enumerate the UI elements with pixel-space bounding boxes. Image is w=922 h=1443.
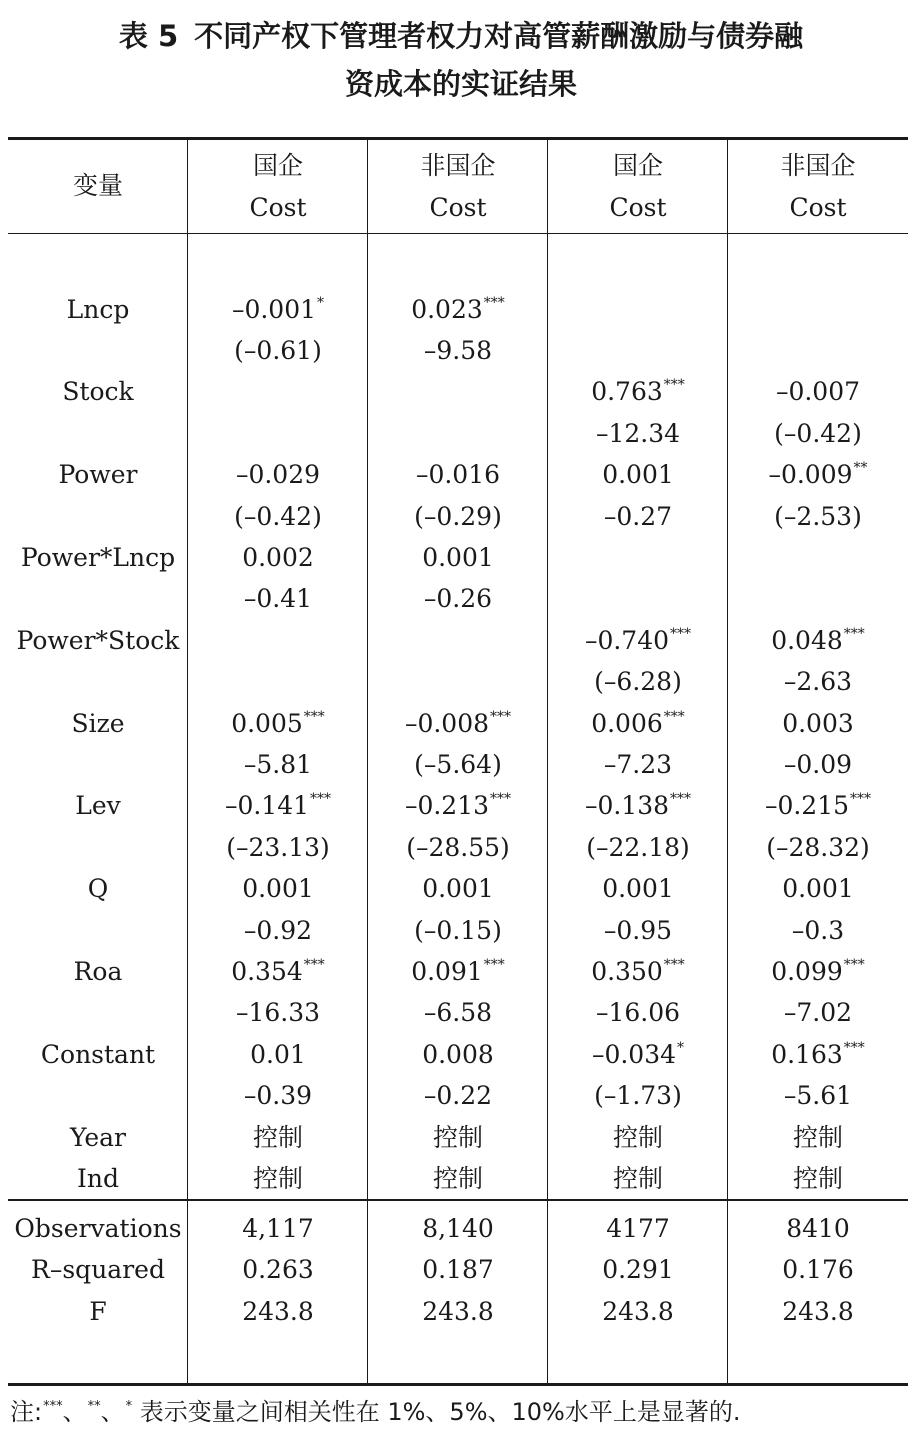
significance-stars: *** bbox=[310, 791, 332, 808]
cell-value: 控制 bbox=[792, 1163, 843, 1193]
table-cell bbox=[368, 496, 548, 538]
stat-value: 8410 bbox=[786, 1213, 850, 1243]
table-cell bbox=[368, 1075, 548, 1117]
cell-value: –2.63 bbox=[783, 667, 853, 697]
header-rule bbox=[8, 233, 908, 234]
cell-value: 0.091 bbox=[411, 956, 483, 986]
cell-value: –0.3 bbox=[791, 915, 845, 945]
cell-value: (–28.55) bbox=[406, 832, 510, 862]
variable-label: Q bbox=[87, 874, 109, 904]
cell-value: 控制 bbox=[432, 1163, 483, 1193]
table-cell bbox=[728, 620, 908, 667]
table-cell bbox=[188, 744, 368, 786]
table-cell bbox=[548, 454, 728, 496]
stat-value: 8,140 bbox=[422, 1213, 494, 1243]
cell-value: 0.001 bbox=[422, 874, 494, 904]
table-cell bbox=[728, 496, 908, 538]
significance-stars: * bbox=[677, 1039, 685, 1056]
cell-value: –0.141 bbox=[224, 791, 310, 821]
cell-value: 0.003 bbox=[782, 708, 854, 738]
table-cell bbox=[728, 951, 908, 998]
cell-value: 0.005 bbox=[231, 708, 303, 738]
cell-value: 0.354 bbox=[231, 956, 303, 986]
significance-stars: *** bbox=[843, 1039, 865, 1056]
variable-label: Ind bbox=[77, 1163, 119, 1193]
variable-label: Stock bbox=[62, 377, 134, 407]
dependent-variable-header: Cost bbox=[609, 193, 667, 222]
table-cell bbox=[188, 992, 368, 1034]
cell-value: 控制 bbox=[792, 1122, 843, 1152]
table-cell bbox=[728, 1158, 908, 1200]
table-cell bbox=[728, 413, 908, 455]
cell-value: –5.61 bbox=[783, 1081, 853, 1111]
note-text: 表示变量之间相关性在 1%、5%、10%水平上是显著的. bbox=[132, 1398, 741, 1426]
stat-value: 243.8 bbox=[782, 1296, 854, 1326]
cell-value: –0.740 bbox=[584, 625, 670, 655]
table-title-line2: 资成本的实证结果 bbox=[344, 67, 577, 101]
variable-header: 变量 bbox=[72, 171, 123, 200]
table-cell bbox=[548, 951, 728, 998]
cell-value: 控制 bbox=[612, 1122, 663, 1152]
cell-value: (–5.64) bbox=[414, 749, 502, 779]
table-cell bbox=[188, 496, 368, 538]
significance-stars: ** bbox=[853, 460, 868, 477]
cell-value: 控制 bbox=[612, 1163, 663, 1193]
table-cell bbox=[548, 1158, 728, 1200]
table-cell bbox=[368, 744, 548, 786]
cell-value: (–2.53) bbox=[774, 501, 862, 531]
cell-value: –0.27 bbox=[603, 501, 673, 531]
cell-value: –0.215 bbox=[764, 791, 850, 821]
table-cell bbox=[728, 868, 908, 910]
dependent-variable-header: Cost bbox=[249, 193, 307, 222]
cell-value: –0.008 bbox=[404, 708, 490, 738]
table-cell bbox=[728, 827, 908, 869]
table-cell bbox=[188, 827, 368, 869]
cell-value: –7.02 bbox=[783, 998, 853, 1028]
table-cell bbox=[188, 289, 368, 336]
note-star: * bbox=[125, 1399, 133, 1414]
cell-value: –0.016 bbox=[415, 460, 501, 490]
cell-value: (–0.42) bbox=[234, 501, 322, 531]
table-cell bbox=[548, 620, 728, 667]
table-cell bbox=[728, 744, 908, 786]
table-cell bbox=[728, 1034, 908, 1081]
table-cell bbox=[548, 661, 728, 703]
table-cell bbox=[368, 537, 548, 579]
table-cell bbox=[368, 289, 548, 336]
cell-value: –0.92 bbox=[243, 915, 313, 945]
table-cell bbox=[548, 868, 728, 910]
table-cell bbox=[188, 578, 368, 620]
cell-value: –0.26 bbox=[423, 584, 493, 614]
significance-stars: *** bbox=[843, 625, 865, 642]
cell-value: –0.034 bbox=[591, 1039, 677, 1069]
dependent-variable-header: Cost bbox=[789, 193, 847, 222]
table-cell bbox=[188, 703, 368, 750]
cell-value: 0.006 bbox=[591, 708, 663, 738]
cell-value: –7.23 bbox=[603, 749, 673, 779]
table-cell bbox=[188, 1158, 368, 1200]
bottom-rule bbox=[8, 1383, 908, 1386]
stat-value: 0.176 bbox=[782, 1255, 854, 1285]
variable-label: Roa bbox=[73, 956, 123, 986]
note-star: ** bbox=[87, 1399, 101, 1414]
table-cell bbox=[188, 330, 368, 372]
cell-value: (–0.61) bbox=[234, 335, 322, 365]
variable-label: Lev bbox=[75, 791, 121, 821]
table-cell bbox=[548, 744, 728, 786]
note-prefix: 注: bbox=[10, 1398, 43, 1426]
stat-label: Observations bbox=[14, 1213, 182, 1243]
stat-value: 0.187 bbox=[422, 1255, 494, 1285]
table-cell bbox=[368, 992, 548, 1034]
significance-stars: *** bbox=[663, 377, 685, 394]
note-star: *** bbox=[43, 1399, 63, 1414]
table-cell bbox=[368, 1158, 548, 1200]
variable-label: Year bbox=[70, 1122, 126, 1152]
table-cell bbox=[548, 1117, 728, 1159]
table-cell bbox=[728, 992, 908, 1034]
cell-value: 0.01 bbox=[250, 1039, 306, 1069]
table-cell bbox=[728, 371, 908, 413]
table-cell bbox=[368, 578, 548, 620]
variable-label: Lncp bbox=[66, 294, 130, 324]
cell-value: 0.002 bbox=[242, 542, 314, 572]
cell-value: (–0.15) bbox=[414, 915, 502, 945]
cell-value: –5.81 bbox=[243, 749, 313, 779]
table-cell bbox=[368, 868, 548, 910]
table-cell bbox=[548, 785, 728, 832]
cell-value: –0.09 bbox=[783, 749, 853, 779]
table-cell bbox=[368, 1117, 548, 1159]
table-number: 表 5 bbox=[118, 19, 179, 53]
cell-value: –6.58 bbox=[423, 998, 493, 1028]
cell-value: –0.22 bbox=[423, 1081, 493, 1111]
significance-stars: *** bbox=[483, 294, 505, 311]
cell-value: –16.33 bbox=[235, 998, 321, 1028]
column-group-header: 国企 bbox=[252, 151, 303, 180]
table-cell bbox=[548, 1034, 728, 1081]
significance-stars: *** bbox=[670, 625, 692, 642]
cell-value: –0.41 bbox=[243, 584, 313, 614]
stat-value: 4177 bbox=[606, 1213, 670, 1243]
significance-stars: * bbox=[317, 294, 325, 311]
table-cell bbox=[188, 951, 368, 998]
cell-value: 0.001 bbox=[782, 874, 854, 904]
cell-value: –16.06 bbox=[595, 998, 681, 1028]
table-cell bbox=[548, 992, 728, 1034]
cell-value: (–6.28) bbox=[594, 667, 682, 697]
significance-stars: *** bbox=[303, 708, 325, 725]
table-cell bbox=[548, 703, 728, 750]
table-cell bbox=[188, 1075, 368, 1117]
table-cell bbox=[728, 661, 908, 703]
table-cell bbox=[548, 496, 728, 538]
cell-value: 控制 bbox=[252, 1122, 303, 1152]
cell-value: (–22.18) bbox=[586, 832, 690, 862]
note-separator: 、 bbox=[62, 1398, 87, 1426]
table-title-line1 bbox=[0, 10, 922, 62]
table-cell bbox=[188, 785, 368, 832]
column-group-header: 非国企 bbox=[780, 151, 856, 180]
cell-value: 0.001 bbox=[242, 874, 314, 904]
cell-value: –0.009 bbox=[768, 460, 853, 490]
variable-label: Power*Lncp bbox=[20, 542, 176, 572]
table-cell bbox=[728, 1075, 908, 1117]
stat-value: 0.291 bbox=[602, 1255, 674, 1285]
table-title-text: 不同产权下管理者权力对高管薪酬激励与债券融 bbox=[194, 19, 804, 53]
table-cell bbox=[548, 413, 728, 455]
cell-value: –0.001 bbox=[231, 294, 317, 324]
table-cell bbox=[188, 537, 368, 579]
cell-value: –12.34 bbox=[595, 418, 681, 448]
table-cell bbox=[728, 454, 908, 501]
table-cell bbox=[368, 1034, 548, 1076]
significance-stars: *** bbox=[490, 791, 512, 808]
note-separator: 、 bbox=[100, 1398, 125, 1426]
table-cell bbox=[728, 785, 908, 832]
cell-value: (–0.42) bbox=[774, 418, 862, 448]
cell-value: –0.213 bbox=[404, 791, 490, 821]
cell-value: –0.029 bbox=[235, 460, 321, 490]
significance-stars: *** bbox=[483, 956, 505, 973]
cell-value: 0.001 bbox=[422, 542, 494, 572]
stat-value: 243.8 bbox=[422, 1296, 494, 1326]
significance-stars: *** bbox=[850, 791, 872, 808]
variable-label: Power*Stock bbox=[16, 625, 180, 655]
cell-value: 0.023 bbox=[411, 294, 483, 324]
column-group-header: 非国企 bbox=[420, 151, 496, 180]
table-cell bbox=[188, 868, 368, 910]
table-cell bbox=[728, 703, 908, 745]
stat-label: R–squared bbox=[31, 1255, 165, 1285]
table-cell bbox=[548, 371, 728, 418]
cell-value: 0.763 bbox=[591, 377, 663, 407]
cell-value: (–23.13) bbox=[226, 832, 330, 862]
cell-value: 控制 bbox=[432, 1122, 483, 1152]
cell-value: (–0.29) bbox=[414, 501, 502, 531]
dependent-variable-header: Cost bbox=[429, 193, 487, 222]
column-group-header: 国企 bbox=[612, 151, 663, 180]
significance-stars: *** bbox=[303, 956, 325, 973]
cell-value: 0.099 bbox=[771, 956, 843, 986]
stat-value: 4,117 bbox=[242, 1213, 314, 1243]
cell-value: 0.350 bbox=[591, 956, 663, 986]
cell-value: –0.007 bbox=[775, 377, 861, 407]
significance-stars: *** bbox=[663, 956, 685, 973]
cell-value: 控制 bbox=[252, 1163, 303, 1193]
cell-value: 0.001 bbox=[602, 460, 674, 490]
stat-value: 243.8 bbox=[602, 1296, 674, 1326]
cell-value: (–28.32) bbox=[766, 832, 870, 862]
table-cell bbox=[548, 910, 728, 952]
table-cell bbox=[188, 910, 368, 952]
significance-stars: *** bbox=[670, 791, 692, 808]
table-cell bbox=[728, 1117, 908, 1159]
table-cell bbox=[188, 1034, 368, 1076]
significance-stars: *** bbox=[843, 956, 865, 973]
table-cell bbox=[548, 827, 728, 869]
table-note bbox=[10, 1392, 740, 1437]
variable-label: Power bbox=[58, 460, 138, 490]
table-cell bbox=[728, 910, 908, 952]
cell-value: –0.95 bbox=[603, 915, 673, 945]
table-cell bbox=[368, 330, 548, 372]
cell-value: –0.138 bbox=[584, 791, 670, 821]
cell-value: 0.001 bbox=[602, 874, 674, 904]
significance-stars: *** bbox=[490, 708, 512, 725]
stat-label: F bbox=[89, 1296, 107, 1326]
table-cell bbox=[368, 827, 548, 869]
table-cell bbox=[548, 1075, 728, 1117]
stat-value: 0.263 bbox=[242, 1255, 314, 1285]
table-cell bbox=[188, 454, 368, 496]
cell-value: –9.58 bbox=[423, 335, 493, 365]
table-cell bbox=[188, 1117, 368, 1159]
table-cell bbox=[368, 785, 548, 832]
significance-stars: *** bbox=[663, 708, 685, 725]
stat-value: 243.8 bbox=[242, 1296, 314, 1326]
table-cell bbox=[368, 454, 548, 496]
cell-value: 0.163 bbox=[771, 1039, 843, 1069]
table-cell bbox=[368, 910, 548, 952]
cell-value: (–1.73) bbox=[594, 1081, 682, 1111]
variable-label: Size bbox=[71, 708, 125, 738]
top-rule bbox=[8, 137, 908, 140]
cell-value: 0.048 bbox=[771, 625, 843, 655]
cell-value: 0.008 bbox=[422, 1039, 494, 1069]
table-cell bbox=[368, 703, 548, 750]
cell-value: –0.39 bbox=[243, 1081, 313, 1111]
table-cell bbox=[368, 951, 548, 998]
variable-label: Constant bbox=[40, 1039, 156, 1069]
